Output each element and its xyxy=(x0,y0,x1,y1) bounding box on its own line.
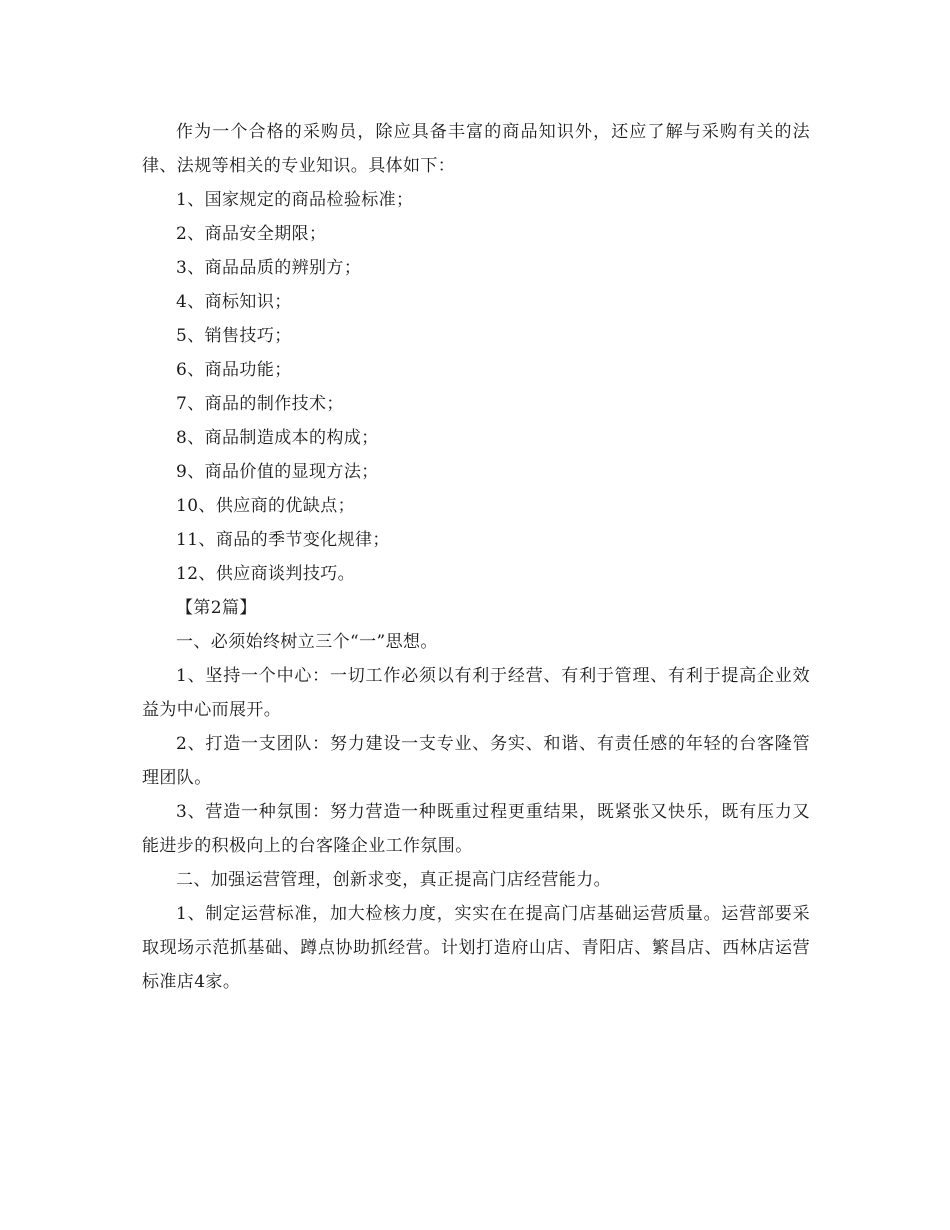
list-item: 6、商品功能； xyxy=(176,360,292,380)
list-item: 10、供应商的优缺点； xyxy=(176,496,356,516)
list-item: 1、国家规定的商品检验标准； xyxy=(176,190,414,210)
section-heading: 【第2篇】 xyxy=(176,598,257,618)
list-item: 8、商品制造成本的构成； xyxy=(176,428,379,448)
body-paragraph: 1、坚持一个中心：一切工作必须以有利于经营、有利于管理、有利于提高企业效益为中心而展开。 xyxy=(142,666,810,720)
section-point: 二、加强运营管理，创新求变，真正提高门店经营能力。 xyxy=(176,870,611,890)
intro-paragraph: 作为一个合格的采购员，除应具备丰富的商品知识外，还应了解与采购有关的法律、法规等相关的专业知识。具体如下： xyxy=(142,122,810,176)
list-item: 12、供应商谈判技巧。 xyxy=(176,564,356,584)
list-item: 5、销售技巧； xyxy=(176,326,292,346)
list-item: 9、商品价值的显现方法； xyxy=(176,462,379,482)
section-point: 一、必须始终树立三个“一”思想。 xyxy=(176,632,438,652)
list-item: 11、商品的季节变化规律； xyxy=(176,530,390,550)
list-item: 4、商标知识； xyxy=(176,292,292,312)
list-item: 7、商品的制作技术； xyxy=(176,394,344,414)
document-body xyxy=(142,115,810,999)
body-paragraph: 1、制定运营标准，加大检核力度，实实在在提高门店基础运营质量。运营部要采取现场示范抓基础、蹲点协助抓经营。计划打造府山店、青阳店、繁昌店、西林店运营标准店4家。 xyxy=(142,904,810,992)
list-item: 3、商品品质的辨别方； xyxy=(176,258,362,278)
body-paragraph: 2、打造一支团队：努力建设一支专业、务实、和谐、有责任感的年轻的台客隆管理团队。 xyxy=(142,734,810,788)
list-item: 2、商品安全期限； xyxy=(176,224,327,244)
body-paragraph: 3、营造一种氛围：努力营造一种既重过程更重结果，既紧张又快乐，既有压力又能进步的积极向上的台客隆企业工作氛围。 xyxy=(142,802,810,856)
